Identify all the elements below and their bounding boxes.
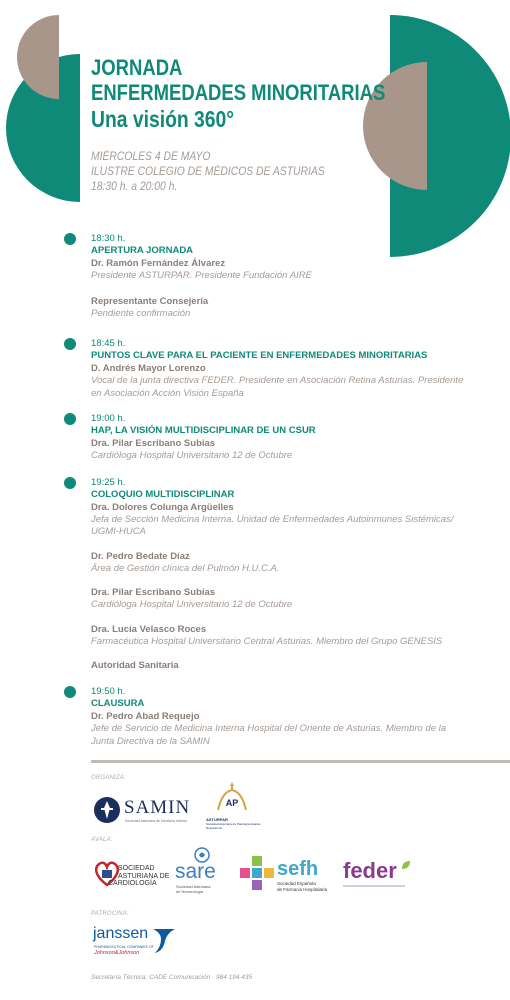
section-divider <box>91 760 510 763</box>
sefh-logo <box>240 856 330 894</box>
sefh-cross-icon <box>240 856 274 890</box>
samin-emblem-icon <box>93 796 121 824</box>
session-title: COLOQUIO MULTIDISCIPLINAR <box>91 488 235 500</box>
feder-name: feder <box>343 858 397 883</box>
agenda <box>91 232 471 748</box>
speaker-role: Cardióloga Hospital Universitario 12 de Octubre <box>91 599 293 610</box>
janssen-swoosh-icon <box>151 925 177 955</box>
sefh-name: sefh <box>277 858 319 880</box>
speaker-role: Vocal de la junta directiva FEDER. Presidente en Asociación Retina Asturias. Presidente en Asociación Acción Visión España <box>91 375 464 399</box>
speaker-name: Representante Consejería <box>91 295 209 307</box>
speaker-role: Pendiente confirmación <box>91 307 191 319</box>
sare-logo <box>175 846 230 894</box>
agenda-item-clausura <box>91 685 471 748</box>
samin-subtitle: Sociedad Asturiana de Medicina Interna <box>125 819 187 823</box>
feder-leaf-icon <box>401 860 411 870</box>
asturpar-name: ASTURPAR <box>206 817 228 822</box>
feder-logo <box>343 858 415 890</box>
speaker-name: Dra. Lucía Velasco Roces <box>91 623 207 635</box>
speaker-role: Farmacéutica Hospital Universitario Central Asturias. Miembro del Grupo GENESIS <box>91 635 443 647</box>
samin-logo <box>93 793 193 829</box>
speaker-role: Jefe de Servicio de Medicina Interna Hospital del Oriente de Asturias. Miembro de la Junta Directiva de la SAMIN <box>91 723 447 747</box>
title-line-1: JORNADA <box>91 55 183 80</box>
bullet-dot <box>64 477 76 489</box>
session-title: CLAUSURA <box>91 698 145 709</box>
asturpar-logo <box>206 780 266 832</box>
speaker-name: D. Andrés Mayor Lorenzo <box>91 363 206 374</box>
event-venue: ILUSTRE COLEGIO DE MÉDICOS DE ASTURIAS <box>91 166 325 178</box>
svg-text:AP: AP <box>225 798 239 808</box>
cardiology-line3: CARDIOLOGÍA <box>108 880 157 887</box>
session-title: PUNTOS CLAVE PARA EL PACIENTE EN ENFERMEDADES MINORITARIAS <box>91 350 428 361</box>
organiza-label: ORGANIZA: <box>91 775 126 781</box>
session-time: 19:50 h. <box>91 686 126 697</box>
session-time: 18:30 h. <box>91 233 126 244</box>
footer-secretaria: Secretaría Técnica: CADE Comunicación · 984 194 435 <box>91 974 253 981</box>
speaker-role: Área de Gestión clínica del Pulmón H.U.C.A. <box>91 562 280 574</box>
speaker-name: Dra. Pilar Escribano Subias <box>91 438 216 449</box>
janssen-name: janssen <box>93 925 149 942</box>
samin-name: SAMIN <box>124 797 191 818</box>
session-time: 19:00 h. <box>91 413 126 424</box>
asturpar-emblem-icon <box>212 780 252 816</box>
patrocina-label: PATROCINA: <box>91 911 129 917</box>
cardiology-line1: SOCIEDAD <box>118 865 155 872</box>
janssen-logo <box>93 925 183 961</box>
sare-name: sare <box>175 860 216 883</box>
speaker-role: Cardióloga Hospital Universitario 12 de Octubre <box>91 450 293 461</box>
event-details <box>91 150 351 195</box>
speaker-name: Dr. Ramón Fernández Álvarez <box>91 258 226 269</box>
title-line-2: ENFERMEDADES MINORITARIAS <box>91 80 386 105</box>
bullet-dot <box>64 338 76 350</box>
sare-subtitle-1: Sociedad Asturiana <box>176 884 211 889</box>
title-line-3: Una visión 360° <box>91 106 235 132</box>
feder-underline <box>343 885 405 887</box>
speaker-role: Jefa de Sección Medicina Interna. Unidad de Enfermedades Autoinmunes Sistémicas/ UGMI-HUCA <box>91 513 454 537</box>
session-time: 18:45 h. <box>91 338 126 349</box>
speaker-name: Dr. Pedro Bedate Díaz <box>91 550 190 562</box>
bullet-dot <box>64 413 76 425</box>
sefh-subtitle-2: de Farmacia Hospitalaria <box>277 886 328 892</box>
speaker-name: Dra. Pilar Escribano Subías <box>91 587 216 598</box>
event-title <box>91 55 391 133</box>
event-date: MIÉRCOLES 4 DE MAYO <box>91 151 211 163</box>
session-title: APERTURA JORNADA <box>91 245 194 256</box>
speaker-role: Presidente ASTURPAR. Presidente Fundación AIRE <box>91 270 312 281</box>
bullet-dot <box>64 686 76 698</box>
session-title: HAP, LA VISIÓN MULTIDISCIPLINAR DE UN CSUR <box>91 425 316 436</box>
agenda-item-hap <box>91 412 471 463</box>
agenda-item-apertura <box>91 232 471 320</box>
janssen-subtitle-1: PHARMACEUTICAL COMPANIES OF <box>94 945 154 949</box>
speaker-name: Dr. Pedro Abad Requejo <box>91 711 200 722</box>
event-time: 18:30 h. a 20:00 h. <box>91 181 178 193</box>
agenda-item-coloquio <box>91 476 471 673</box>
bullet-dot <box>64 233 76 245</box>
sociedad-asturiana-cardiologia-logo <box>92 854 172 894</box>
sare-subtitle-2: de Neumología <box>176 889 204 894</box>
avala-label: AVALA: <box>91 837 113 843</box>
janssen-subtitle-2: Johnson&Johnson <box>94 950 140 956</box>
agenda-item-puntos-clave <box>91 337 471 400</box>
session-time: 19:25 h. <box>91 476 126 488</box>
speaker-name: Dra. Dolores Colunga Argüelles <box>91 501 234 513</box>
cardiology-line2: ASTURIANA DE <box>118 872 170 880</box>
asturpar-subtitle: Sociedad Asturiana de Patología Aparato Respiratorio <box>206 822 261 830</box>
speaker-name: Autoridad Sanitaria <box>91 660 179 671</box>
sefh-subtitle-1: Sociedad Española <box>277 881 316 886</box>
